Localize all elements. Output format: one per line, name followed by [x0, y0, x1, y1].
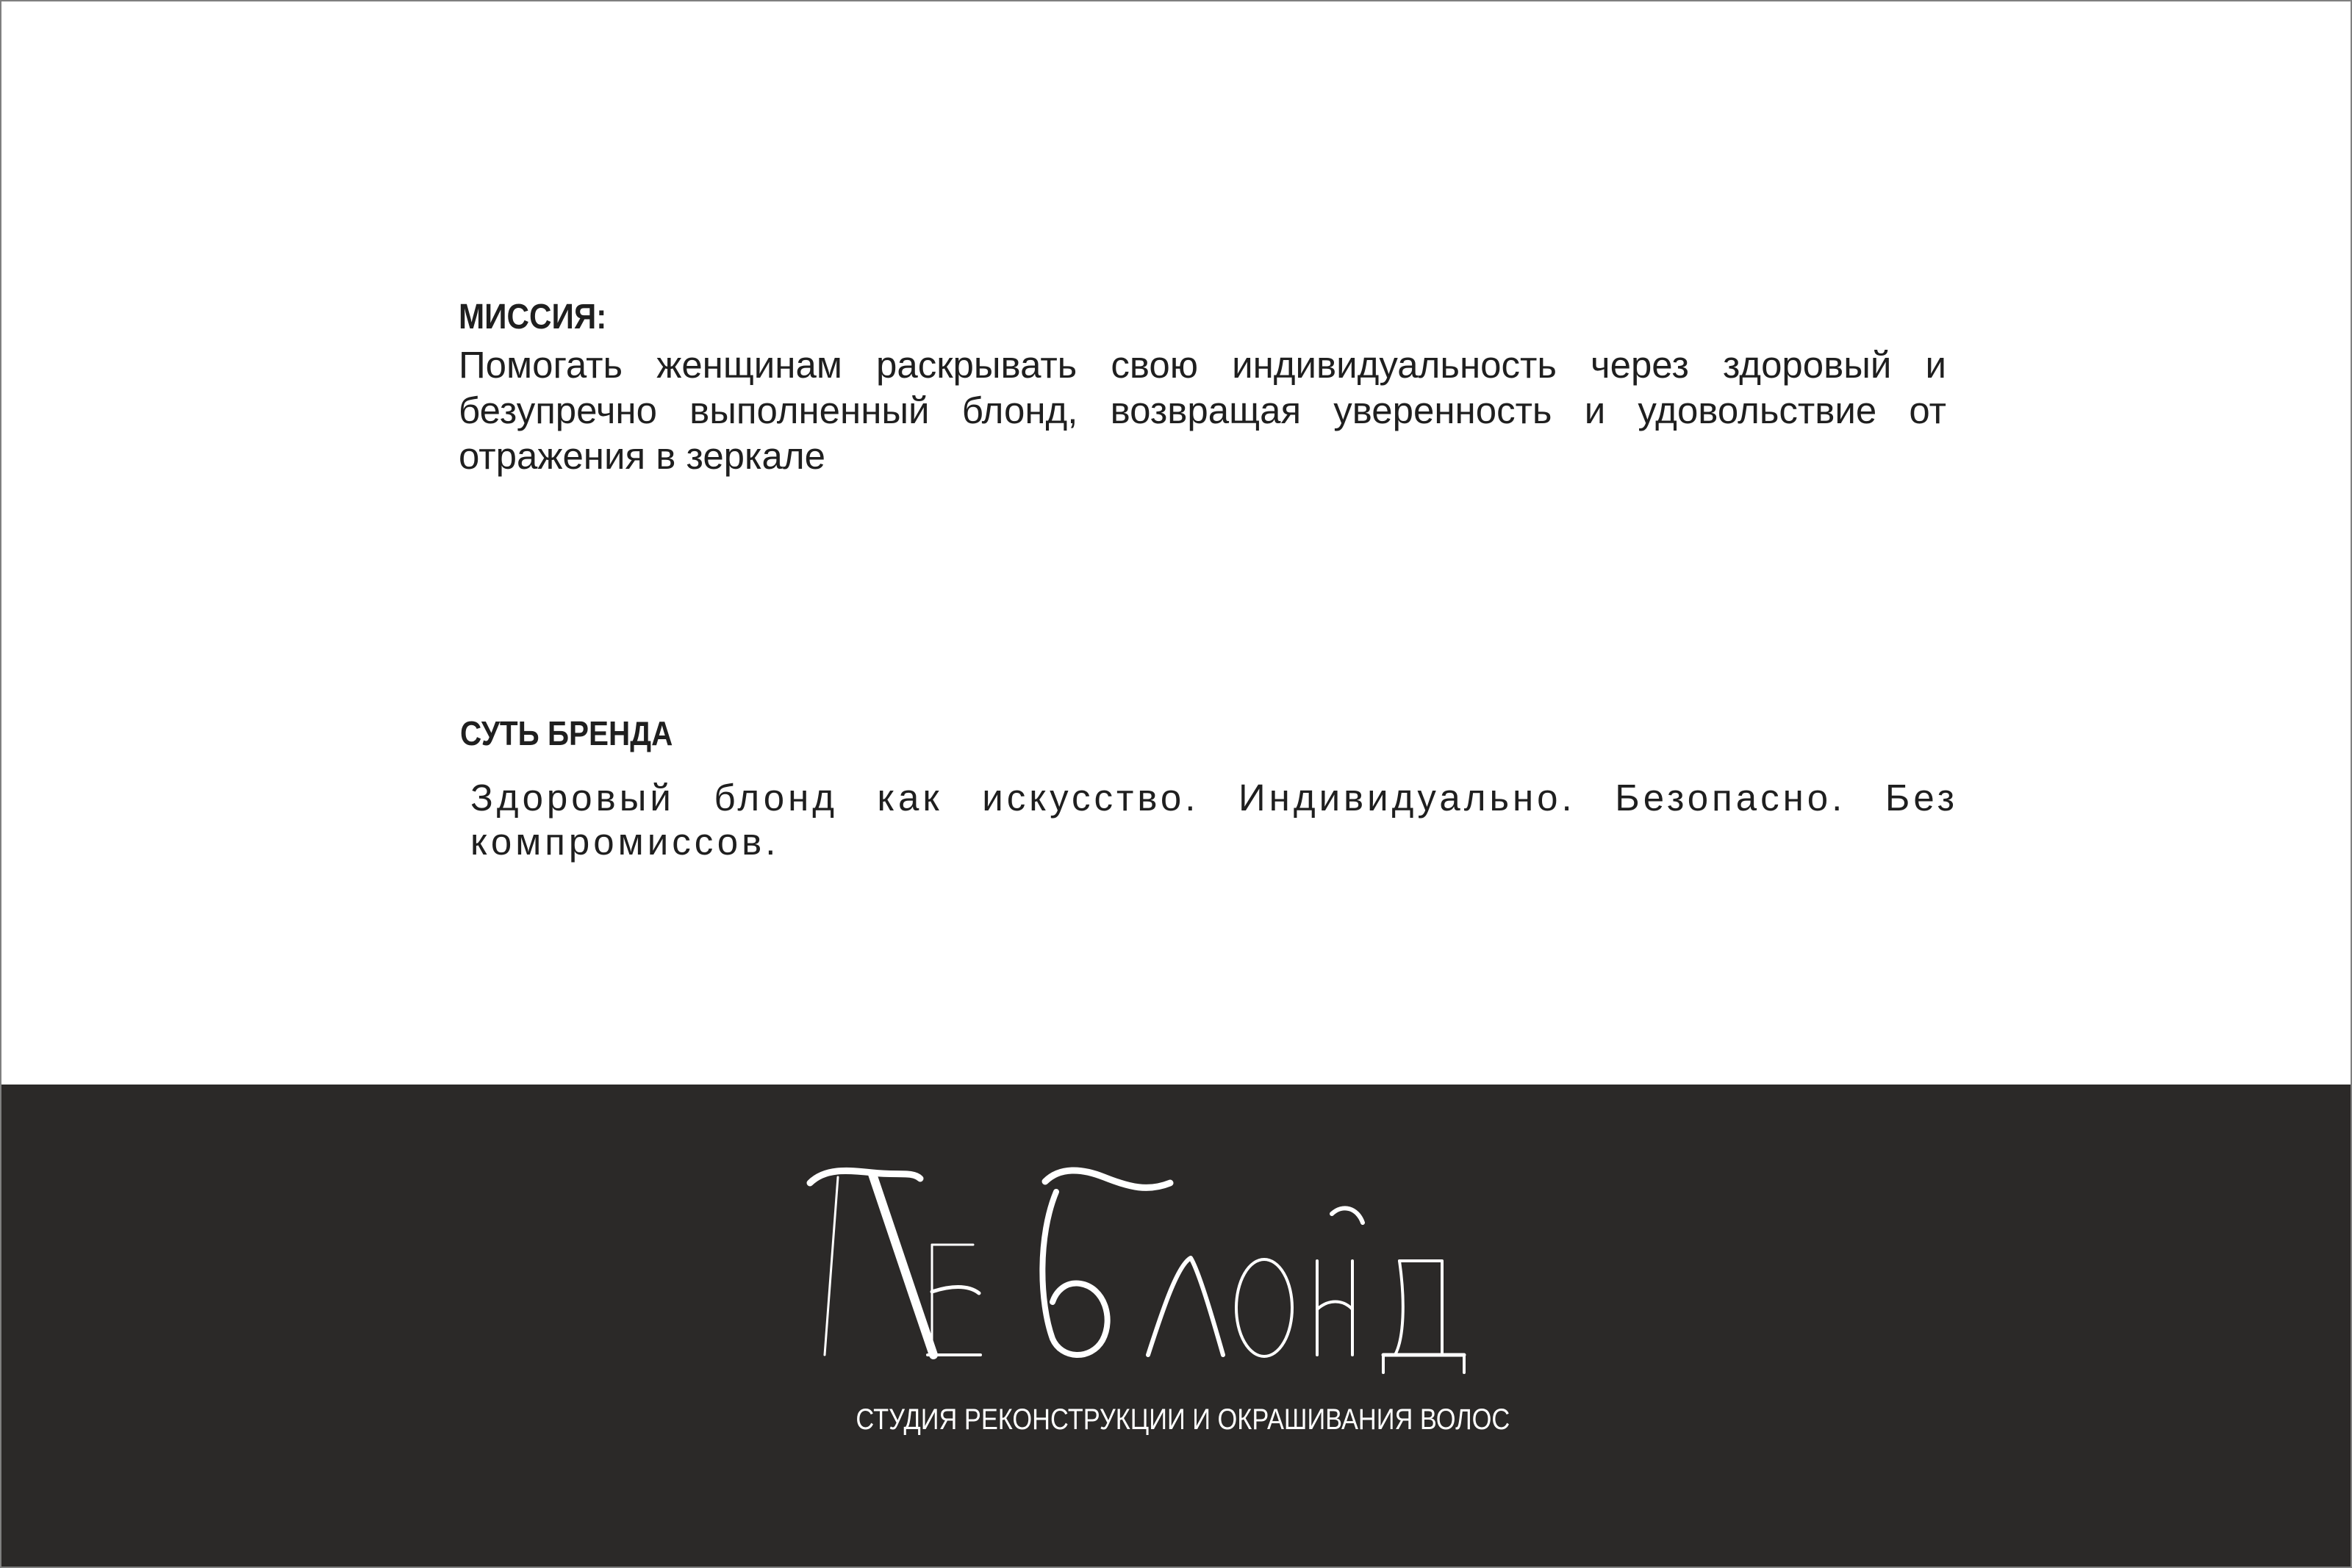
essence-text: Здоровый блонд как искусство. Индивидуально. Безопасно. Без компромиссов. — [470, 777, 1958, 863]
mission-text: Помогать женщинам раскрывать свою индивидуальность через здоровый и безупречно выполненный блонд, возвращая уверенность и удовольствие от отражения в зеркале — [459, 344, 1946, 477]
brand-tagline — [803, 1399, 1523, 1440]
brand-logo — [803, 1162, 1523, 1375]
brand-tagline-text: СТУДИЯ РЕКОНСТРУКЦИИ И ОКРАШИВАНИЯ ВОЛОС — [856, 1403, 1510, 1436]
mission-section — [459, 295, 1958, 479]
mission-heading: МИССИЯ: — [459, 298, 607, 337]
essence-heading: СУТЬ БРЕНДА — [460, 714, 673, 752]
